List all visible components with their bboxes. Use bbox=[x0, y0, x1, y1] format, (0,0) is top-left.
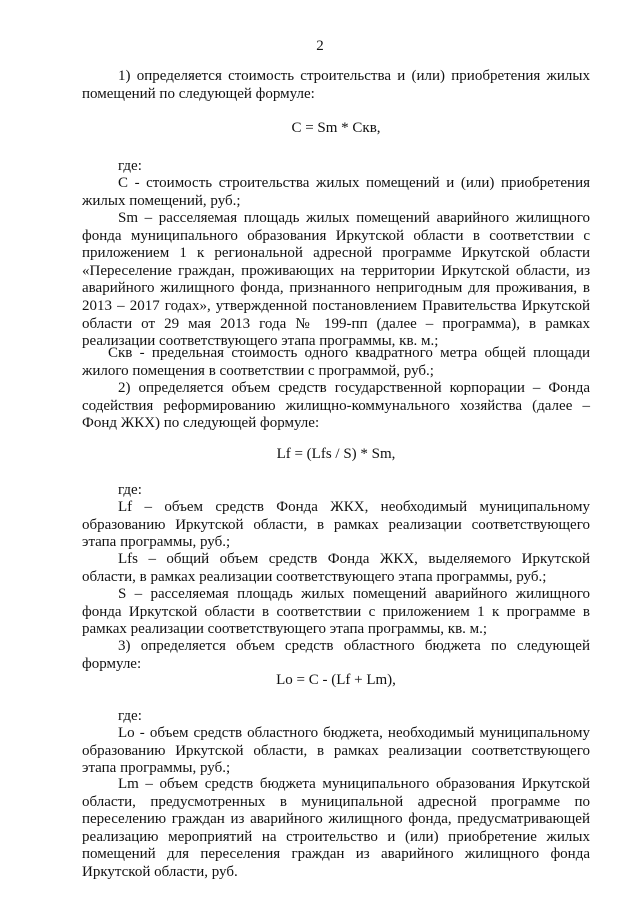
definition-c bbox=[82, 175, 590, 210]
where-text: где: bbox=[118, 158, 142, 174]
definition-lfs bbox=[82, 551, 590, 586]
paragraph-text: Sm – расселяемая площадь жилых помещений аварийного жилищного фонда муниципального образования Иркутской области в соответствии с приложением 1 к региональной адресной программе Иркутской области «Переселение граждан, проживающих на территории Иркутской области, из аварийного жилищного фонда, признанного непригодным для проживания, в 2013 – 2017 годах», утвержденной постановлением Правительства Иркутской области от 29 мая 2013 года № 199-пп (далее – программа), в рамках реализации соответствующего этапа программы, кв. м.; bbox=[82, 210, 590, 350]
definition-lo bbox=[82, 725, 590, 778]
paragraph-text: Lm – объем средств бюджета муниципального образования Иркутской области, предусмотренных в муниципальной адресной программе по переселению граждан из аварийного жилищного фонда, предусматривающей реализацию мероприятий на строительство и (или) приобретение жилых помещений для переселения граждан из аварийного жилищного фонда Иркутской области, руб. bbox=[82, 776, 590, 880]
paragraph-text: 1) определяется стоимость строительства и (или) приобретения жилых помещений по следующей формуле: bbox=[82, 68, 590, 102]
formula-lf bbox=[82, 446, 590, 464]
paragraph-text: Lo - объем средств областного бюджета, необходимый муниципальному образованию Иркутской области, в рамках реализации соответствующего этапа программы, руб.; bbox=[82, 725, 590, 777]
paragraph-text: S – расселяемая площадь жилых помещений аварийного жилищного фонда Иркутской области в соответствии с приложением 1 к программе в рамках реализации соответствующего этапа программы, кв. м.; bbox=[82, 586, 590, 638]
page-number: 2 bbox=[316, 38, 324, 54]
paragraph-text: 2) определяется объем средств государственной корпорации – Фонда содействия реформированию жилищно-коммунального хозяйства (далее – Фонд ЖКХ) по следующей формуле: bbox=[82, 380, 590, 432]
where-label-1 bbox=[82, 158, 590, 176]
where-text: где: bbox=[118, 482, 142, 498]
paragraph-1 bbox=[82, 68, 590, 103]
formula-text: C = Sm * Скв, bbox=[291, 120, 381, 136]
definition-sm bbox=[82, 210, 590, 351]
paragraph-3 bbox=[82, 638, 590, 673]
where-label-3 bbox=[82, 708, 590, 726]
formula-c bbox=[82, 120, 590, 138]
paragraph-text: 3) определяется объем средств областного бюджета по следующей формуле: bbox=[82, 638, 590, 672]
paragraph-2 bbox=[82, 380, 590, 433]
paragraph-text: C - стоимость строительства жилых помещений и (или) приобретения жилых помещений, руб.; bbox=[82, 175, 590, 209]
where-text: где: bbox=[118, 708, 142, 724]
formula-text: Lo = C - (Lf + Lm), bbox=[276, 672, 396, 688]
formula-text: Lf = (Lfs / S) * Sm, bbox=[276, 446, 396, 462]
paragraph-text: Скв - предельная стоимость одного квадратного метра общей площади жилого помещения в соответствии с программой, руб.; bbox=[82, 345, 590, 379]
definition-lf bbox=[82, 499, 590, 552]
where-label-2 bbox=[82, 482, 590, 500]
definition-lm bbox=[82, 776, 590, 882]
paragraph-text: Lfs – общий объем средств Фонда ЖКХ, выделяемого Иркутской области, в рамках реализации соответствующего этапа программы, руб.; bbox=[82, 551, 590, 585]
formula-lo bbox=[82, 672, 590, 690]
paragraph-text: Lf – объем средств Фонда ЖКХ, необходимый муниципальному образованию Иркутской области, в рамках реализации соответствующего этапа программы, руб.; bbox=[82, 499, 590, 551]
definition-skv bbox=[82, 345, 590, 380]
definition-s bbox=[82, 586, 590, 639]
